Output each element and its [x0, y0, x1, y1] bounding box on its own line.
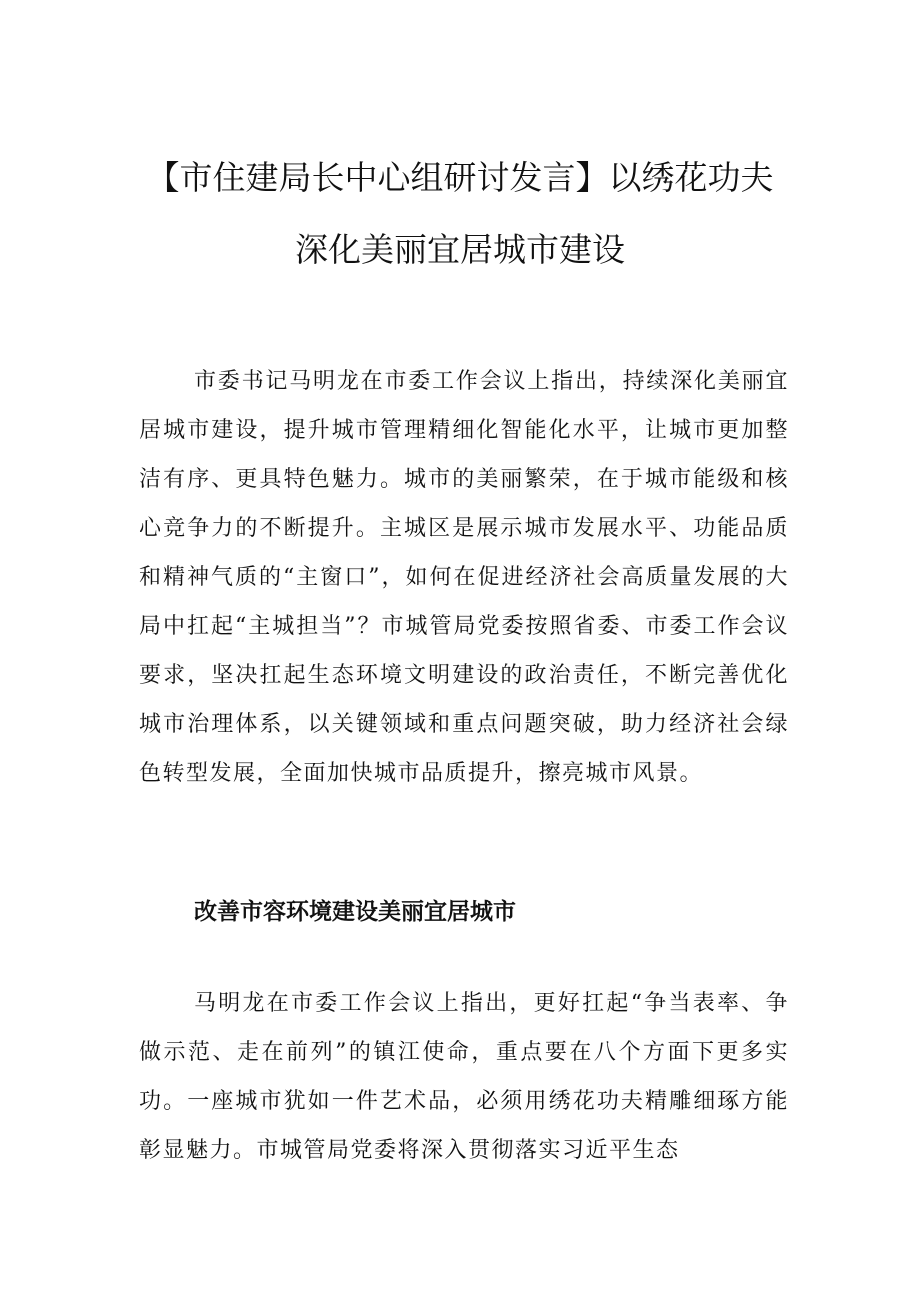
document-title-line-1: 【市住建局长中心组研讨发言】以绣花功夫 — [146, 158, 774, 197]
body-paragraph-2: 马明龙在市委工作会议上指出，更好扛起“争当表率、争做示范、走在前列”的镇江使命，重点要在八个方面下更多实功。一座城市犹如一件艺术品，必须用绣花功夫精雕细琢方能彰显魅力。市城管局党委将深入贯彻落实习近平生态 — [139, 991, 789, 1163]
body-paragraph-1: 市委书记马明龙在市委工作会议上指出，持续深化美丽宜居城市建设，提升城市管理精细化智能化水平，让城市更加整洁有序、更具特色魅力。城市的美丽繁荣，在于城市能级和核心竞争力的不断提升。主城区是展示城市发展水平、功能品质和精神气质的“主窗口”，如何在促进经济社会高质量发展的大局中扛起“主城担当”？市城管局党委按照省委、市委工作会议要求，坚决扛起生态环境文明建设的政治责任，不断完善优化城市治理体系，以关键领域和重点问题突破，助力经济社会绿色转型发展，全面加快城市品质提升，擦亮城市风景。 — [139, 369, 789, 786]
section-heading: 改善市容环境建设美丽宜居城市 — [194, 899, 516, 925]
document-title-line-2: 深化美丽宜居城市建设 — [295, 230, 625, 269]
